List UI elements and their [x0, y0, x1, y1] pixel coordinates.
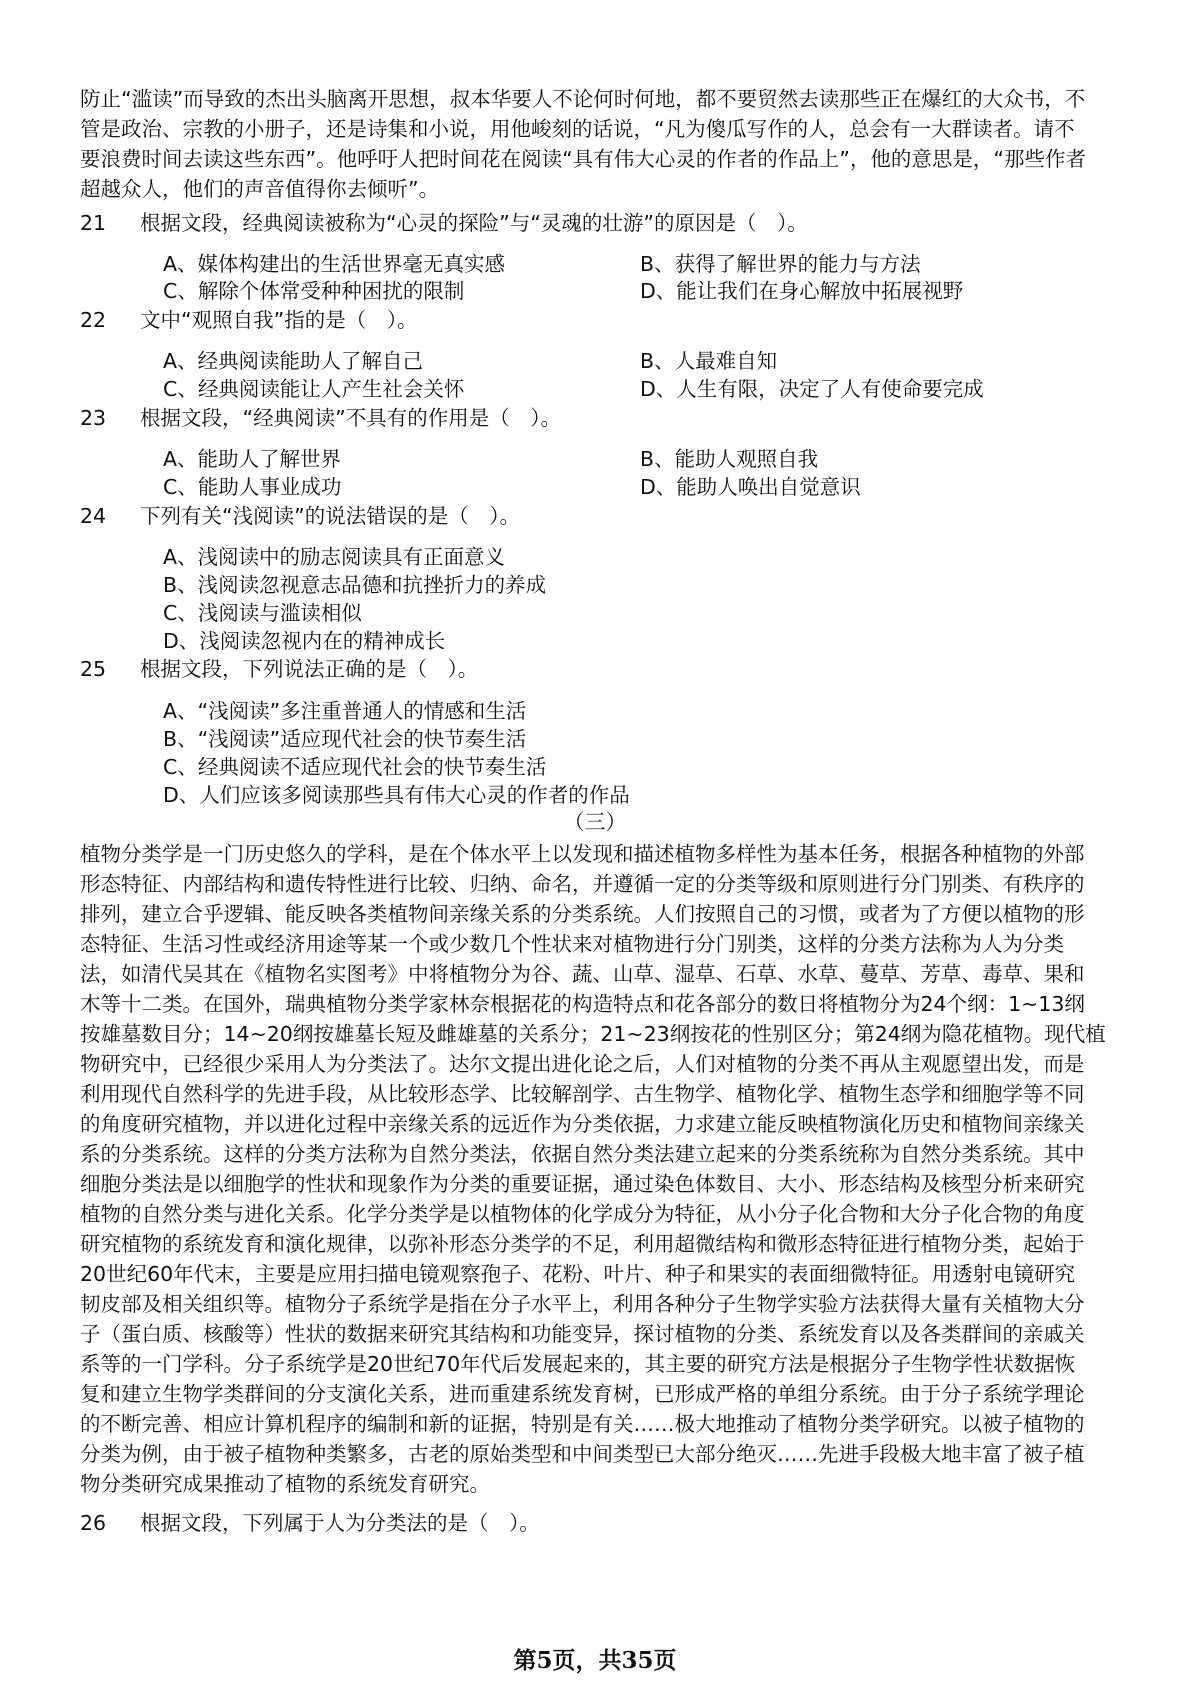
text-line: 管是政治、宗教的小册子，还是诗集和小说，用他峻刻的话说，“凡为傻瓜写作的人，总会有一大群读者。请不	[80, 117, 1075, 141]
option-b: B、能助人观照自我	[640, 447, 819, 471]
text-line: 子（蛋白质、核酸等）性状的数据来研究其结构和功能变异，探讨植物的分类、系统发育以及各类群间的亲戚关	[80, 1322, 1085, 1346]
question-24	[80, 502, 520, 530]
question-text: 根据文段，下列属于人为分类法的是（ ）。	[140, 1511, 540, 1535]
text-line: 法，如清代吴其在《植物名实图考》中将植物分为谷、蔬、山草、湿草、石草、水草、蔓草、芳草、毒草、果和	[80, 962, 1085, 986]
text-line: 防止“滥读”而导致的杰出头脑离开思想，叔本华要人不论何时何地，都不要贸然去读那些正在爆红的大众书，不	[80, 87, 1086, 111]
option-c: C、能助人事业成功	[163, 475, 342, 499]
question-number: 26	[80, 1511, 107, 1535]
text-line: 要浪费时间去读这些东西”。他呼吁人把时间花在阅读“具有伟大心灵的作者的作品上”，他的意思是，“那些作者	[80, 147, 1086, 171]
text-line: 系的分类系统。这样的分类方法称为自然分类法，依据自然分类法建立起来的分类系统称为自然分类系统。其中	[80, 1142, 1085, 1166]
text-line: 木等十二类。在国外，瑞典植物分类学家林奈根据花的构造特点和花各部分的数日将植物分为24个纲：1~13纲	[80, 992, 1085, 1016]
text-line: 细胞分类法是以细胞学的性状和现象作为分类的重要证据，通过染色体数目、大小、形态结构及核型分析来研究	[80, 1172, 1085, 1196]
option-d: D、能助人唤出自觉意识	[640, 475, 861, 499]
option-b: B、获得了解世界的能力与方法	[640, 252, 921, 276]
question-21	[80, 209, 808, 237]
text-line: 按雄墓数目分；14~20纲按雄墓长短及雌雄墓的关系分；21~23纲按花的性别区分；第24纲为隐花植物。现代植	[80, 1022, 1106, 1046]
question-text: 根据文段，下列说法正确的是（ ）。	[140, 657, 479, 681]
question-text: 下列有关“浅阅读”的说法错误的是（ ）。	[140, 504, 520, 528]
option-b: B、人最难自知	[640, 349, 778, 373]
text-line: 形态特征、内部结构和遗传特性进行比较、归纳、命名，并遵循一定的分类等级和原则进行分门别类、有秩序的	[80, 872, 1085, 896]
question-text: 根据文段，“经典阅读”不具有的作用是（ ）。	[140, 406, 561, 430]
option-b: B、浅阅读忽视意志品德和抗挫折力的养成	[163, 573, 547, 597]
text-line: 的角度研究植物，并以进化过程中亲缘关系的远近作为分类依据，力求建立能反映植物演化历史和植物间亲缘关	[80, 1112, 1085, 1136]
option-d: D、人生有限，决定了人有使命要完成	[640, 377, 984, 401]
option-a: A、媒体构建出的生活世界毫无真实感	[163, 252, 506, 276]
option-d: D、能让我们在身心解放中拓展视野	[640, 279, 964, 303]
passage-paragraph	[80, 839, 1112, 1499]
text-line: 系等的一门学科。分子系统学是20世纪70年代后发展起来的，其主要的研究方法是根据分子生物学性状数据恢	[80, 1352, 1076, 1376]
text-line: 排列，建立合乎逻辑、能反映各类植物间亲缘关系的分类系统。人们按照自己的习惯，或者为了方便以植物的形	[80, 902, 1085, 926]
text-line: 研究植物的系统发育和演化规律，以弥补形态分类学的不足，利用超微结构和微形态特征进行植物分类，起始于	[80, 1232, 1085, 1256]
intro-paragraph	[80, 84, 1112, 204]
text-line: 超越众人，他们的声音值得你去倾听”。	[80, 177, 440, 201]
question-number: 25	[80, 657, 107, 681]
question-text: 文中“观照自我”指的是（ ）。	[140, 308, 418, 332]
option-c: C、浅阅读与滥读相似	[163, 601, 362, 625]
option-a: A、能助人了解世界	[163, 447, 342, 471]
option-a: A、经典阅读能助人了解自己	[163, 349, 424, 373]
text-line: 态特征、生活习性或经济用途等某一个或少数几个性状来对植物进行分门别类，这样的分类方法称为人为分类	[80, 932, 1064, 956]
question-number: 24	[80, 504, 107, 528]
option-b: B、“浅阅读”适应现代社会的快节奏生活	[163, 727, 527, 751]
text-line: 物分类研究成果推动了植物的系统发育研究。	[80, 1472, 490, 1496]
question-26	[80, 1509, 540, 1537]
text-line: 韧皮部及相关组织等。植物分子系统学是指在分子水平上，利用各种分子生物学实验方法获得大量有关植物大分	[80, 1292, 1085, 1316]
question-23	[80, 404, 561, 432]
text-line: 植物的自然分类与进化关系。化学分类学是以植物体的化学成分为特征，从小分子化合物和大分子化合物的角度	[80, 1202, 1085, 1226]
question-number: 23	[80, 406, 107, 430]
option-c: C、经典阅读不适应现代社会的快节奏生活	[163, 755, 547, 779]
option-a: A、“浅阅读”多注重普通人的情感和生活	[163, 699, 527, 723]
page-footer: 第5页，共35页	[513, 1647, 677, 1674]
option-d: D、浅阅读忽视内在的精神成长	[163, 629, 446, 653]
question-22	[80, 306, 418, 334]
option-d: D、人们应该多阅读那些具有伟大心灵的作者的作品	[163, 783, 630, 807]
option-c: C、经典阅读能让人产生社会关怀	[163, 377, 465, 401]
section-title: （三）	[563, 810, 627, 834]
question-text: 根据文段，经典阅读被称为“心灵的探险”与“灵魂的壮游”的原因是（ ）。	[140, 211, 808, 235]
text-line: 植物分类学是一门历史悠久的学科，是在个体水平上以发现和描述植物多样性为基本任务，根据各种植物的外部	[80, 842, 1085, 866]
question-number: 21	[80, 211, 107, 235]
text-line: 利用现代自然科学的先进手段，从比较形态学、比较解剖学、古生物学、植物化学、植物生态学和细胞学等不同	[80, 1082, 1085, 1106]
text-line: 的不断完善、相应计算机程序的编制和新的证据，特别是有关……极大地推动了植物分类学研究。以被子植物的	[80, 1412, 1085, 1436]
text-line: 分类为例，由于被子植物种类繁多，古老的原始类型和中间类型已大部分绝灭……先进手段极大地丰富了被子植	[80, 1442, 1085, 1466]
question-number: 22	[80, 308, 107, 332]
option-a: A、浅阅读中的励志阅读具有正面意义	[163, 545, 506, 569]
question-25	[80, 655, 478, 683]
text-line: 20世纪60年代末，主要是应用扫描电镜观察孢子、花粉、叶片、种子和果实的表面细微特征。用透射电镜研究	[80, 1262, 1076, 1286]
option-c: C、解除个体常受种种困扰的限制	[163, 279, 465, 303]
text-line: 物研究中，已经很少采用人为分类法了。达尔文提出进化论之后，人们对植物的分类不再从主观愿望出发，而是	[80, 1052, 1085, 1076]
text-line: 复和建立生物学类群间的分支演化关系，进而重建系统发育树，已形成严格的单组分系统。由于分子系统学理论	[80, 1382, 1085, 1406]
